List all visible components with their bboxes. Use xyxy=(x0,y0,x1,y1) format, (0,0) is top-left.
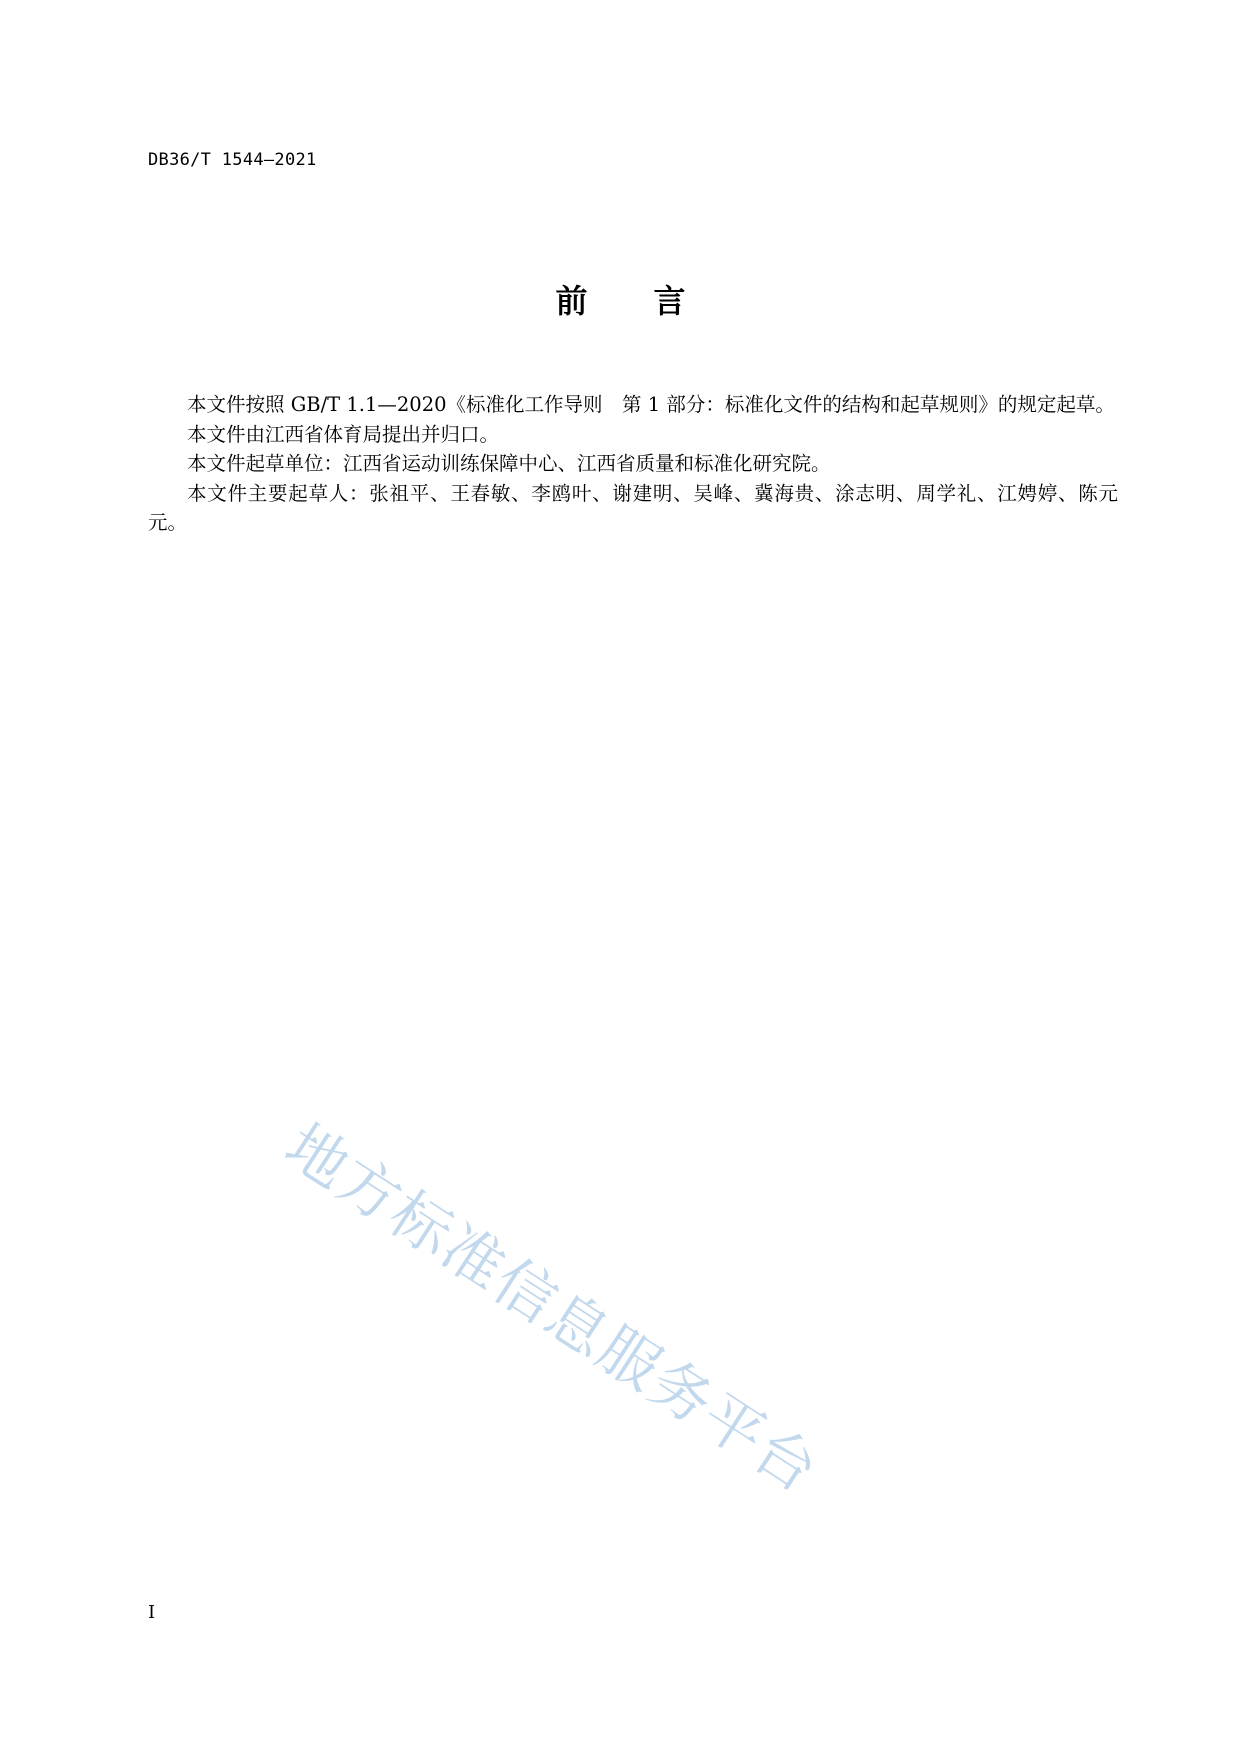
foreword-paragraph-drafting-units: 本文件起草单位：江西省运动训练保障中心、江西省质量和标准化研究院。 xyxy=(187,452,831,475)
title-char-2: 言 xyxy=(653,282,686,320)
foreword-paragraph-drafting-rules: 本文件按照 GB/T 1.1—2020《标准化工作导则 第 1 部分：标准化文件的结构和起草规则》的规定起草。 xyxy=(187,393,1115,416)
title-char-1: 前 xyxy=(555,282,588,320)
page-title xyxy=(0,276,1241,322)
watermark: 地方标准信息服务平台 xyxy=(272,1110,831,1508)
document-code: DB36/T 1544—2021 xyxy=(148,150,317,170)
foreword-body xyxy=(148,390,1118,538)
foreword-paragraph-proposer: 本文件由江西省体育局提出并归口。 xyxy=(187,422,500,446)
page-number: I xyxy=(148,1602,156,1623)
foreword-paragraph-drafters: 本文件主要起草人：张祖平、王春敏、李鸥叶、谢建明、吴峰、冀海贵、涂志明、周学礼、江娉婷、陈元元。 xyxy=(148,481,1118,534)
